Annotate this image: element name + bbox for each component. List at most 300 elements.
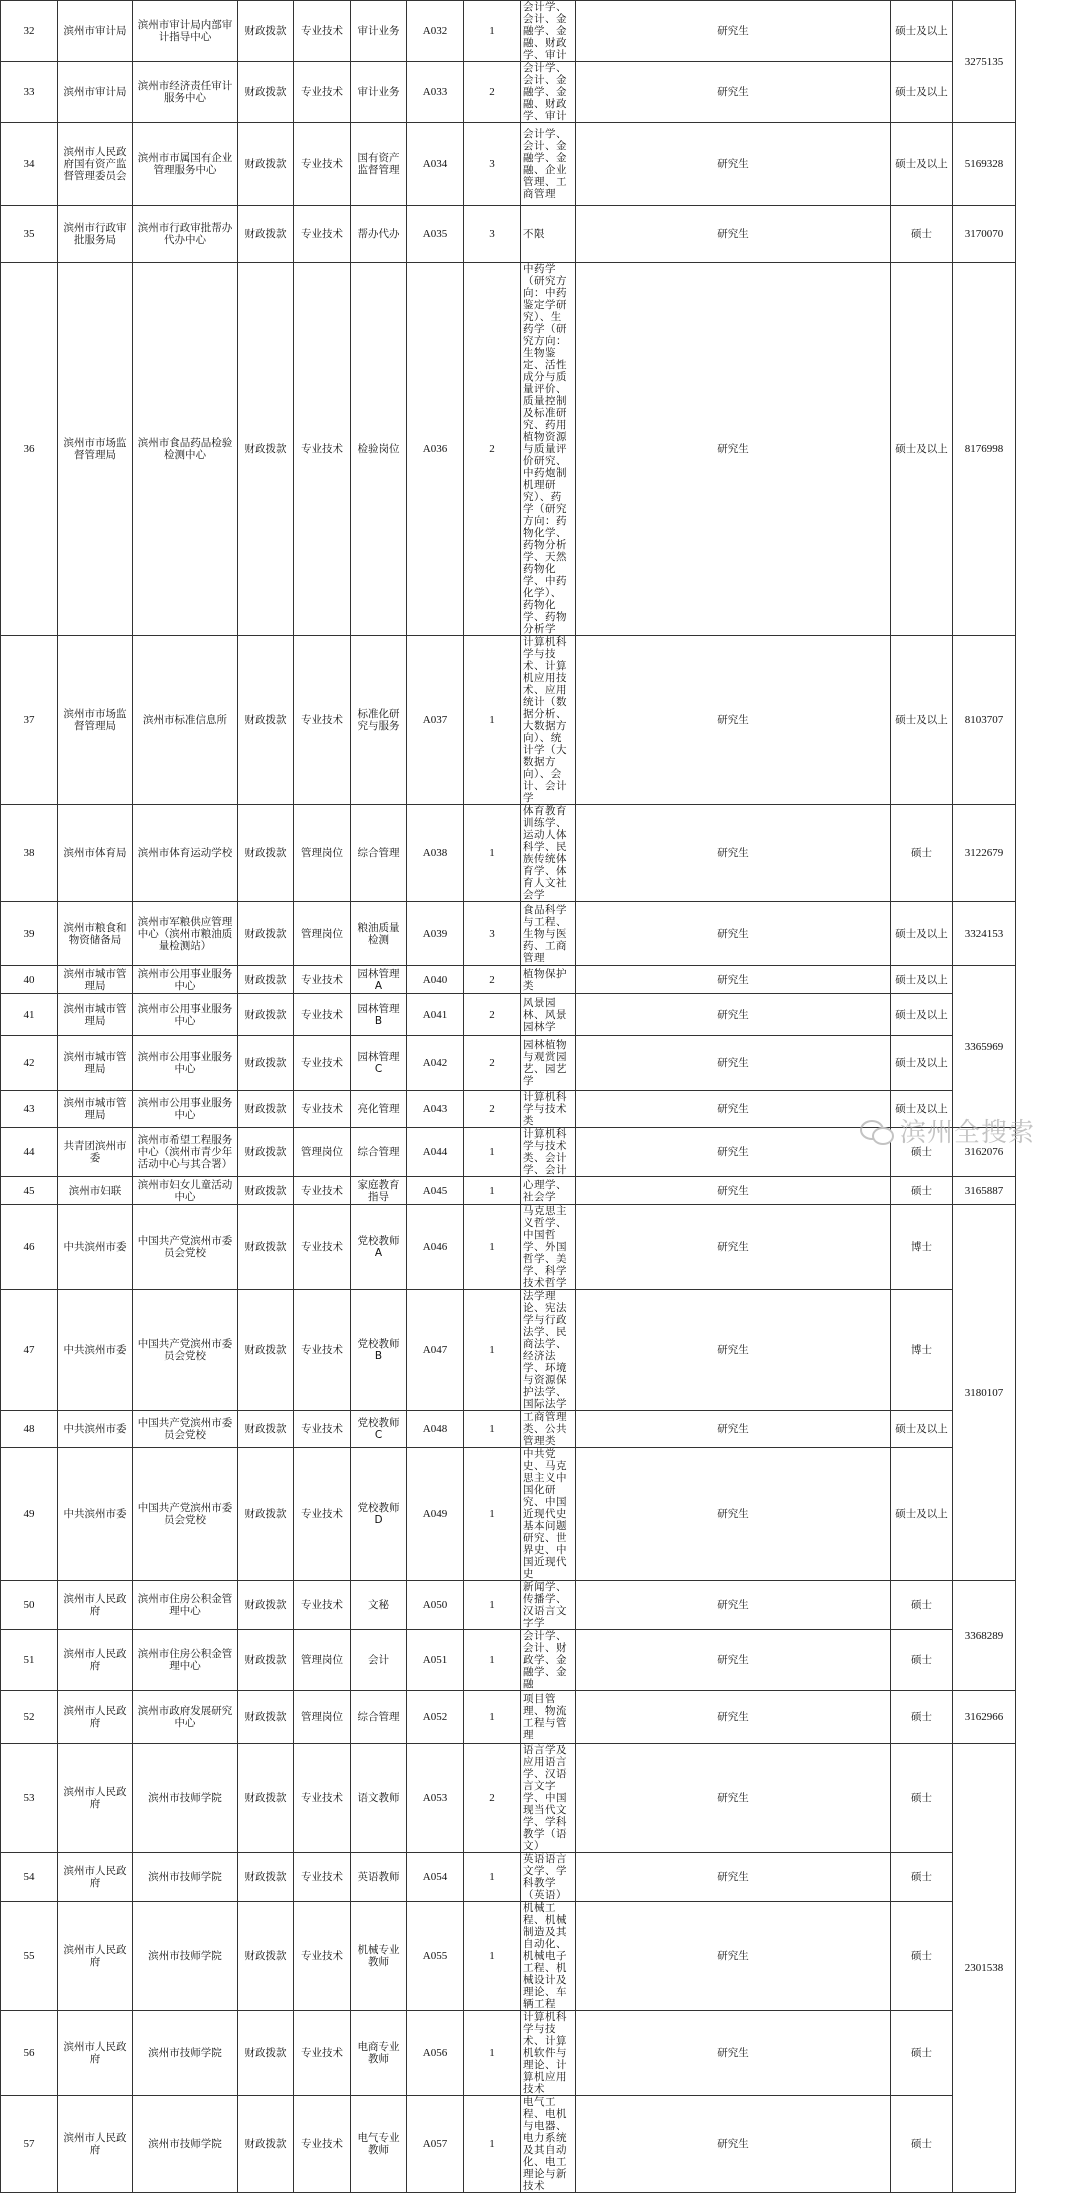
post-name-cell: 亮化管理	[351, 1091, 407, 1128]
row-number-cell: 36	[1, 263, 58, 636]
post-category-cell: 专业技术	[294, 994, 351, 1036]
row-number-cell: 45	[1, 1177, 58, 1205]
funding-type-cell: 财政拨款	[238, 1290, 294, 1411]
education-cell: 研究生	[576, 1091, 891, 1128]
post-name-cell: 综合管理	[351, 805, 407, 902]
education-cell: 研究生	[576, 1, 891, 62]
post-name-cell: 审计业务	[351, 1, 407, 62]
hiring-count-cell: 1	[464, 1691, 521, 1744]
post-name-cell: 国有资产监督管理	[351, 123, 407, 206]
degree-cell: 硕士	[891, 1177, 953, 1205]
funding-type-cell: 财政拨款	[238, 206, 294, 263]
education-cell: 研究生	[576, 1853, 891, 1902]
department-cell: 共青团滨州市委	[58, 1128, 133, 1177]
education-cell: 研究生	[576, 1581, 891, 1630]
major-requirement-cell: 体育教育训练学、运动人体科学、民族传统体育学、体育人文社会学	[521, 805, 576, 902]
education-cell: 研究生	[576, 966, 891, 994]
funding-type-cell: 财政拨款	[238, 1411, 294, 1448]
table-row	[1, 2011, 1080, 2096]
post-code-cell: A044	[407, 1128, 464, 1177]
hiring-count-cell: 2	[464, 263, 521, 636]
department-cell: 滨州市城市管理局	[58, 994, 133, 1036]
major-requirement-cell: 机械工程、机械制造及其自动化、机械电子工程、机械设计及理论、车辆工程	[521, 1902, 576, 2011]
education-cell: 研究生	[576, 636, 891, 805]
post-code-cell: A041	[407, 994, 464, 1036]
contact-phone-cell: 3365969	[953, 966, 1016, 1128]
post-name-cell: 会计	[351, 1630, 407, 1691]
row-number-cell: 47	[1, 1290, 58, 1411]
funding-type-cell: 财政拨款	[238, 1902, 294, 2011]
major-requirement-cell: 会计学、会计、金融学、金融、企业管理、工商管理	[521, 123, 576, 206]
major-requirement-cell: 计算机科学与技术、计算机应用技术、应用统计（数据分析、大数据方向）、统计学（大数据方向）、会计、会计学	[521, 636, 576, 805]
hiring-count-cell: 1	[464, 1, 521, 62]
funding-type-cell: 财政拨款	[238, 1091, 294, 1128]
table-body	[1, 1, 1080, 2193]
post-name-cell: 党校教师A	[351, 1205, 407, 1290]
department-cell: 滨州市城市管理局	[58, 1091, 133, 1128]
contact-phone-cell: 3162966	[953, 1691, 1016, 1744]
employer-unit-cell: 滨州市公用事业服务中心	[133, 1036, 238, 1091]
major-requirement-cell: 植物保护类	[521, 966, 576, 994]
contact-phone-cell: 8103707	[953, 636, 1016, 805]
employer-unit-cell: 滨州市希望工程服务中心（滨州市青少年活动中心与其合署）	[133, 1128, 238, 1177]
post-name-cell: 语文教师	[351, 1744, 407, 1853]
education-cell: 研究生	[576, 1128, 891, 1177]
table-row	[1, 2096, 1080, 2193]
table-row	[1, 1902, 1080, 2011]
contact-phone-cell: 3180107	[953, 1205, 1016, 1581]
degree-cell: 硕士	[891, 1128, 953, 1177]
funding-type-cell: 财政拨款	[238, 1744, 294, 1853]
table-row	[1, 263, 1080, 636]
major-requirement-cell: 计算机科学与技术类	[521, 1091, 576, 1128]
contact-phone-cell: 8176998	[953, 263, 1016, 636]
contact-phone-cell: 5169328	[953, 123, 1016, 206]
funding-type-cell: 财政拨款	[238, 1128, 294, 1177]
hiring-count-cell: 1	[464, 1630, 521, 1691]
degree-cell: 硕士	[891, 2011, 953, 2096]
post-code-cell: A034	[407, 123, 464, 206]
degree-cell: 硕士	[891, 1902, 953, 2011]
table-row	[1, 994, 1080, 1036]
hiring-count-cell: 1	[464, 1290, 521, 1411]
education-cell: 研究生	[576, 1177, 891, 1205]
row-number-cell: 39	[1, 902, 58, 966]
hiring-count-cell: 1	[464, 2011, 521, 2096]
major-requirement-cell: 工商管理类、公共管理类	[521, 1411, 576, 1448]
education-cell: 研究生	[576, 1744, 891, 1853]
post-category-cell: 专业技术	[294, 263, 351, 636]
post-category-cell: 专业技术	[294, 2096, 351, 2193]
employer-unit-cell: 滨州市公用事业服务中心	[133, 994, 238, 1036]
hiring-count-cell: 3	[464, 206, 521, 263]
department-cell: 滨州市市场监督管理局	[58, 263, 133, 636]
major-requirement-cell: 风景园林、风景园林学	[521, 994, 576, 1036]
table-row	[1, 1411, 1080, 1448]
post-name-cell: 党校教师C	[351, 1411, 407, 1448]
major-requirement-cell: 新闻学、传播学、汉语言文字学	[521, 1581, 576, 1630]
post-category-cell: 管理岗位	[294, 1691, 351, 1744]
education-cell: 研究生	[576, 1448, 891, 1581]
employer-unit-cell: 滨州市行政审批帮办代办中心	[133, 206, 238, 263]
post-name-cell: 电商专业教师	[351, 2011, 407, 2096]
table-row	[1, 62, 1080, 123]
hiring-count-cell: 3	[464, 902, 521, 966]
post-name-cell: 标准化研究与服务	[351, 636, 407, 805]
post-category-cell: 管理岗位	[294, 805, 351, 902]
hiring-count-cell: 3	[464, 123, 521, 206]
funding-type-cell: 财政拨款	[238, 1, 294, 62]
hiring-count-cell: 1	[464, 2096, 521, 2193]
funding-type-cell: 财政拨款	[238, 1630, 294, 1691]
employer-unit-cell: 滨州市技师学院	[133, 1744, 238, 1853]
funding-type-cell: 财政拨款	[238, 1581, 294, 1630]
department-cell: 滨州市人民政府	[58, 2011, 133, 2096]
post-code-cell: A043	[407, 1091, 464, 1128]
row-number-cell: 32	[1, 1, 58, 62]
funding-type-cell: 财政拨款	[238, 636, 294, 805]
row-number-cell: 51	[1, 1630, 58, 1691]
employer-unit-cell: 滨州市住房公积金管理中心	[133, 1630, 238, 1691]
row-number-cell: 44	[1, 1128, 58, 1177]
post-code-cell: A056	[407, 2011, 464, 2096]
department-cell: 滨州市人民政府	[58, 2096, 133, 2193]
degree-cell: 硕士及以上	[891, 1411, 953, 1448]
degree-cell: 硕士	[891, 2096, 953, 2193]
employer-unit-cell: 滨州市技师学院	[133, 2011, 238, 2096]
post-code-cell: A051	[407, 1630, 464, 1691]
funding-type-cell: 财政拨款	[238, 2096, 294, 2193]
post-category-cell: 管理岗位	[294, 1630, 351, 1691]
funding-type-cell: 财政拨款	[238, 966, 294, 994]
post-name-cell: 党校教师B	[351, 1290, 407, 1411]
education-cell: 研究生	[576, 2096, 891, 2193]
post-category-cell: 管理岗位	[294, 1128, 351, 1177]
post-category-cell: 专业技术	[294, 1902, 351, 2011]
post-name-cell: 机械专业教师	[351, 1902, 407, 2011]
major-requirement-cell: 食品科学与工程、生物与医药、工商管理	[521, 902, 576, 966]
post-code-cell: A042	[407, 1036, 464, 1091]
row-number-cell: 41	[1, 994, 58, 1036]
employer-unit-cell: 滨州市技师学院	[133, 1853, 238, 1902]
post-code-cell: A053	[407, 1744, 464, 1853]
funding-type-cell: 财政拨款	[238, 1691, 294, 1744]
education-cell: 研究生	[576, 1411, 891, 1448]
degree-cell: 硕士及以上	[891, 966, 953, 994]
post-code-cell: A035	[407, 206, 464, 263]
employer-unit-cell: 滨州市住房公积金管理中心	[133, 1581, 238, 1630]
degree-cell: 博士	[891, 1205, 953, 1290]
post-code-cell: A033	[407, 62, 464, 123]
major-requirement-cell: 中共党史、马克思主义中国化研究、中国近现代史基本问题研究、世界史、中国近现代史	[521, 1448, 576, 1581]
department-cell: 滨州市粮食和物资储备局	[58, 902, 133, 966]
major-requirement-cell: 计算机科学与技术类、会计学、会计	[521, 1128, 576, 1177]
watermark	[860, 1112, 1035, 1149]
post-category-cell: 管理岗位	[294, 902, 351, 966]
row-number-cell: 56	[1, 2011, 58, 2096]
post-name-cell: 英语教师	[351, 1853, 407, 1902]
table-row	[1, 1, 1080, 62]
education-cell: 研究生	[576, 805, 891, 902]
post-name-cell: 综合管理	[351, 1691, 407, 1744]
hiring-count-cell: 1	[464, 1853, 521, 1902]
major-requirement-cell: 会计学、会计、财政学、金融学、金融	[521, 1630, 576, 1691]
employer-unit-cell: 中国共产党滨州市委员会党校	[133, 1290, 238, 1411]
table-row	[1, 1036, 1080, 1091]
degree-cell: 硕士及以上	[891, 1036, 953, 1091]
post-category-cell: 专业技术	[294, 1744, 351, 1853]
post-name-cell: 检验岗位	[351, 263, 407, 636]
post-code-cell: A057	[407, 2096, 464, 2193]
watermark-text: 滨州全搜索	[900, 1118, 1036, 1148]
employer-unit-cell: 滨州市体育运动学校	[133, 805, 238, 902]
department-cell: 中共滨州市委	[58, 1448, 133, 1581]
major-requirement-cell: 心理学、社会学	[521, 1177, 576, 1205]
row-number-cell: 57	[1, 2096, 58, 2193]
major-requirement-cell: 中药学（研究方向：中药鉴定学研究）、生药学（研究方向：生物鉴定、活性成分与质量评价、质量控制及标准研究、药用植物资源与质量评价研究、中药炮制机理研究）、药学（研究方向：药物化学、药物分析学、天然药物化学、中药化学）、药物化学、药物分析学	[521, 263, 576, 636]
post-category-cell: 专业技术	[294, 1205, 351, 1290]
degree-cell: 硕士及以上	[891, 1091, 953, 1128]
degree-cell: 硕士及以上	[891, 62, 953, 123]
post-code-cell: A039	[407, 902, 464, 966]
post-name-cell: 园林管理B	[351, 994, 407, 1036]
post-category-cell: 专业技术	[294, 123, 351, 206]
row-number-cell: 33	[1, 62, 58, 123]
row-number-cell: 54	[1, 1853, 58, 1902]
hiring-count-cell: 1	[464, 1581, 521, 1630]
contact-phone-cell: 3275135	[953, 1, 1016, 123]
funding-type-cell: 财政拨款	[238, 1036, 294, 1091]
post-code-cell: A049	[407, 1448, 464, 1581]
funding-type-cell: 财政拨款	[238, 2011, 294, 2096]
post-code-cell: A048	[407, 1411, 464, 1448]
row-number-cell: 37	[1, 636, 58, 805]
degree-cell: 硕士及以上	[891, 902, 953, 966]
education-cell: 研究生	[576, 1036, 891, 1091]
department-cell: 滨州市妇联	[58, 1177, 133, 1205]
department-cell: 中共滨州市委	[58, 1290, 133, 1411]
hiring-count-cell: 1	[464, 1411, 521, 1448]
post-category-cell: 专业技术	[294, 62, 351, 123]
post-category-cell: 专业技术	[294, 1290, 351, 1411]
post-name-cell: 粮油质量检测	[351, 902, 407, 966]
funding-type-cell: 财政拨款	[238, 62, 294, 123]
education-cell: 研究生	[576, 123, 891, 206]
hiring-count-cell: 2	[464, 994, 521, 1036]
employer-unit-cell: 滨州市技师学院	[133, 1902, 238, 2011]
major-requirement-cell: 马克思主义哲学、中国哲学、外国哲学、美学、科学技术哲学	[521, 1205, 576, 1290]
education-cell: 研究生	[576, 1205, 891, 1290]
funding-type-cell: 财政拨款	[238, 1205, 294, 1290]
post-code-cell: A055	[407, 1902, 464, 2011]
post-code-cell: A047	[407, 1290, 464, 1411]
post-name-cell: 家庭教育指导	[351, 1177, 407, 1205]
degree-cell: 硕士	[891, 206, 953, 263]
post-name-cell: 园林管理C	[351, 1036, 407, 1091]
major-requirement-cell: 项目管理、物流工程与管理	[521, 1691, 576, 1744]
major-requirement-cell: 会计学、会计、金融学、金融、财政学、审计	[521, 1, 576, 62]
degree-cell: 硕士	[891, 1691, 953, 1744]
table-row	[1, 1630, 1080, 1691]
employer-unit-cell: 滨州市食品药品检验检测中心	[133, 263, 238, 636]
post-code-cell: A037	[407, 636, 464, 805]
contact-phone-cell: 3162076	[953, 1128, 1016, 1177]
funding-type-cell: 财政拨款	[238, 805, 294, 902]
department-cell: 滨州市市场监督管理局	[58, 636, 133, 805]
employer-unit-cell: 滨州市军粮供应管理中心（滨州市粮油质量检测站）	[133, 902, 238, 966]
post-code-cell: A032	[407, 1, 464, 62]
table-row	[1, 1205, 1080, 1290]
hiring-count-cell: 2	[464, 966, 521, 994]
funding-type-cell: 财政拨款	[238, 263, 294, 636]
education-cell: 研究生	[576, 2011, 891, 2096]
contact-phone-cell: 3368289	[953, 1581, 1016, 1691]
employer-unit-cell: 中国共产党滨州市委员会党校	[133, 1411, 238, 1448]
post-category-cell: 专业技术	[294, 1177, 351, 1205]
contact-phone-cell: 2301538	[953, 1744, 1016, 2193]
hiring-count-cell: 1	[464, 1205, 521, 1290]
post-category-cell: 专业技术	[294, 206, 351, 263]
funding-type-cell: 财政拨款	[238, 1853, 294, 1902]
major-requirement-cell: 会计学、会计、金融学、金融、财政学、审计	[521, 62, 576, 123]
degree-cell: 硕士及以上	[891, 1448, 953, 1581]
post-code-cell: A052	[407, 1691, 464, 1744]
major-requirement-cell: 不限	[521, 206, 576, 263]
post-category-cell: 专业技术	[294, 1581, 351, 1630]
row-number-cell: 35	[1, 206, 58, 263]
row-number-cell: 48	[1, 1411, 58, 1448]
degree-cell: 博士	[891, 1290, 953, 1411]
major-requirement-cell: 园林植物与观赏园艺、园艺学	[521, 1036, 576, 1091]
hiring-count-cell: 1	[464, 805, 521, 902]
degree-cell: 硕士	[891, 805, 953, 902]
post-name-cell: 帮办代办	[351, 206, 407, 263]
education-cell: 研究生	[576, 1691, 891, 1744]
post-category-cell: 专业技术	[294, 1853, 351, 1902]
post-category-cell: 专业技术	[294, 1411, 351, 1448]
post-category-cell: 专业技术	[294, 1448, 351, 1581]
post-name-cell: 党校教师D	[351, 1448, 407, 1581]
row-number-cell: 53	[1, 1744, 58, 1853]
major-requirement-cell: 计算机科学与技术、计算机软件与理论、计算机应用技术	[521, 2011, 576, 2096]
contact-phone-cell: 3324153	[953, 902, 1016, 966]
department-cell: 滨州市审计局	[58, 62, 133, 123]
contact-phone-cell: 3170070	[953, 206, 1016, 263]
education-cell: 研究生	[576, 994, 891, 1036]
table-row	[1, 1581, 1080, 1630]
row-number-cell: 52	[1, 1691, 58, 1744]
department-cell: 滨州市行政审批服务局	[58, 206, 133, 263]
employer-unit-cell: 滨州市政府发展研究中心	[133, 1691, 238, 1744]
degree-cell: 硕士及以上	[891, 263, 953, 636]
wechat-icon	[860, 1118, 894, 1144]
employer-unit-cell: 滨州市公用事业服务中心	[133, 966, 238, 994]
hiring-count-cell: 1	[464, 1128, 521, 1177]
table-row	[1, 902, 1080, 966]
contact-phone-cell: 3165887	[953, 1177, 1016, 1205]
employer-unit-cell: 滨州市标准信息所	[133, 636, 238, 805]
employer-unit-cell: 滨州市技师学院	[133, 2096, 238, 2193]
row-number-cell: 42	[1, 1036, 58, 1091]
row-number-cell: 40	[1, 966, 58, 994]
post-code-cell: A045	[407, 1177, 464, 1205]
post-code-cell: A054	[407, 1853, 464, 1902]
row-number-cell: 43	[1, 1091, 58, 1128]
table-row	[1, 123, 1080, 206]
hiring-count-cell: 1	[464, 1902, 521, 2011]
hiring-count-cell: 1	[464, 1448, 521, 1581]
employer-unit-cell: 中国共产党滨州市委员会党校	[133, 1448, 238, 1581]
department-cell: 中共滨州市委	[58, 1411, 133, 1448]
department-cell: 滨州市城市管理局	[58, 1036, 133, 1091]
employer-unit-cell: 中国共产党滨州市委员会党校	[133, 1205, 238, 1290]
major-requirement-cell: 电气工程、电机与电器、电力系统及其自动化、电工理论与新技术	[521, 2096, 576, 2193]
table-row	[1, 206, 1080, 263]
department-cell: 滨州市人民政府	[58, 1630, 133, 1691]
table-row	[1, 1744, 1080, 1853]
education-cell: 研究生	[576, 62, 891, 123]
employer-unit-cell: 滨州市审计局内部审计指导中心	[133, 1, 238, 62]
degree-cell: 硕士及以上	[891, 636, 953, 805]
post-category-cell: 专业技术	[294, 1036, 351, 1091]
post-category-cell: 专业技术	[294, 1, 351, 62]
department-cell: 滨州市人民政府	[58, 1853, 133, 1902]
post-category-cell: 专业技术	[294, 2011, 351, 2096]
post-code-cell: A036	[407, 263, 464, 636]
degree-cell: 硕士及以上	[891, 994, 953, 1036]
hiring-count-cell: 1	[464, 636, 521, 805]
department-cell: 滨州市审计局	[58, 1, 133, 62]
major-requirement-cell: 英语语言文学、学科教学（英语）	[521, 1853, 576, 1902]
table-row	[1, 1177, 1080, 1205]
row-number-cell: 46	[1, 1205, 58, 1290]
funding-type-cell: 财政拨款	[238, 1448, 294, 1581]
post-category-cell: 专业技术	[294, 636, 351, 805]
degree-cell: 硕士	[891, 1630, 953, 1691]
post-category-cell: 专业技术	[294, 1091, 351, 1128]
employer-unit-cell: 滨州市公用事业服务中心	[133, 1091, 238, 1128]
education-cell: 研究生	[576, 1290, 891, 1411]
department-cell: 滨州市人民政府	[58, 1744, 133, 1853]
hiring-count-cell: 2	[464, 1036, 521, 1091]
table-row	[1, 636, 1080, 805]
row-number-cell: 38	[1, 805, 58, 902]
education-cell: 研究生	[576, 902, 891, 966]
employer-unit-cell: 滨州市市属国有企业管理服务中心	[133, 123, 238, 206]
funding-type-cell: 财政拨款	[238, 994, 294, 1036]
post-name-cell: 园林管理A	[351, 966, 407, 994]
department-cell: 滨州市人民政府	[58, 1902, 133, 2011]
degree-cell: 硕士及以上	[891, 123, 953, 206]
post-name-cell: 综合管理	[351, 1128, 407, 1177]
hiring-count-cell: 2	[464, 1091, 521, 1128]
major-requirement-cell: 法学理论、宪法学与行政法学、民商法学、经济法学、环境与资源保护法学、国际法学	[521, 1290, 576, 1411]
department-cell: 中共滨州市委	[58, 1205, 133, 1290]
employer-unit-cell: 滨州市妇女儿童活动中心	[133, 1177, 238, 1205]
post-code-cell: A046	[407, 1205, 464, 1290]
post-name-cell: 审计业务	[351, 62, 407, 123]
department-cell: 滨州市城市管理局	[58, 966, 133, 994]
education-cell: 研究生	[576, 1902, 891, 2011]
table-row	[1, 1448, 1080, 1581]
post-name-cell: 电气专业教师	[351, 2096, 407, 2193]
department-cell: 滨州市人民政府国有资产监督管理委员会	[58, 123, 133, 206]
contact-phone-cell: 3122679	[953, 805, 1016, 902]
row-number-cell: 50	[1, 1581, 58, 1630]
major-requirement-cell: 语言学及应用语言学、汉语言文字学、中国现当代文学、学科教学（语文）	[521, 1744, 576, 1853]
table-row	[1, 1691, 1080, 1744]
row-number-cell: 34	[1, 123, 58, 206]
